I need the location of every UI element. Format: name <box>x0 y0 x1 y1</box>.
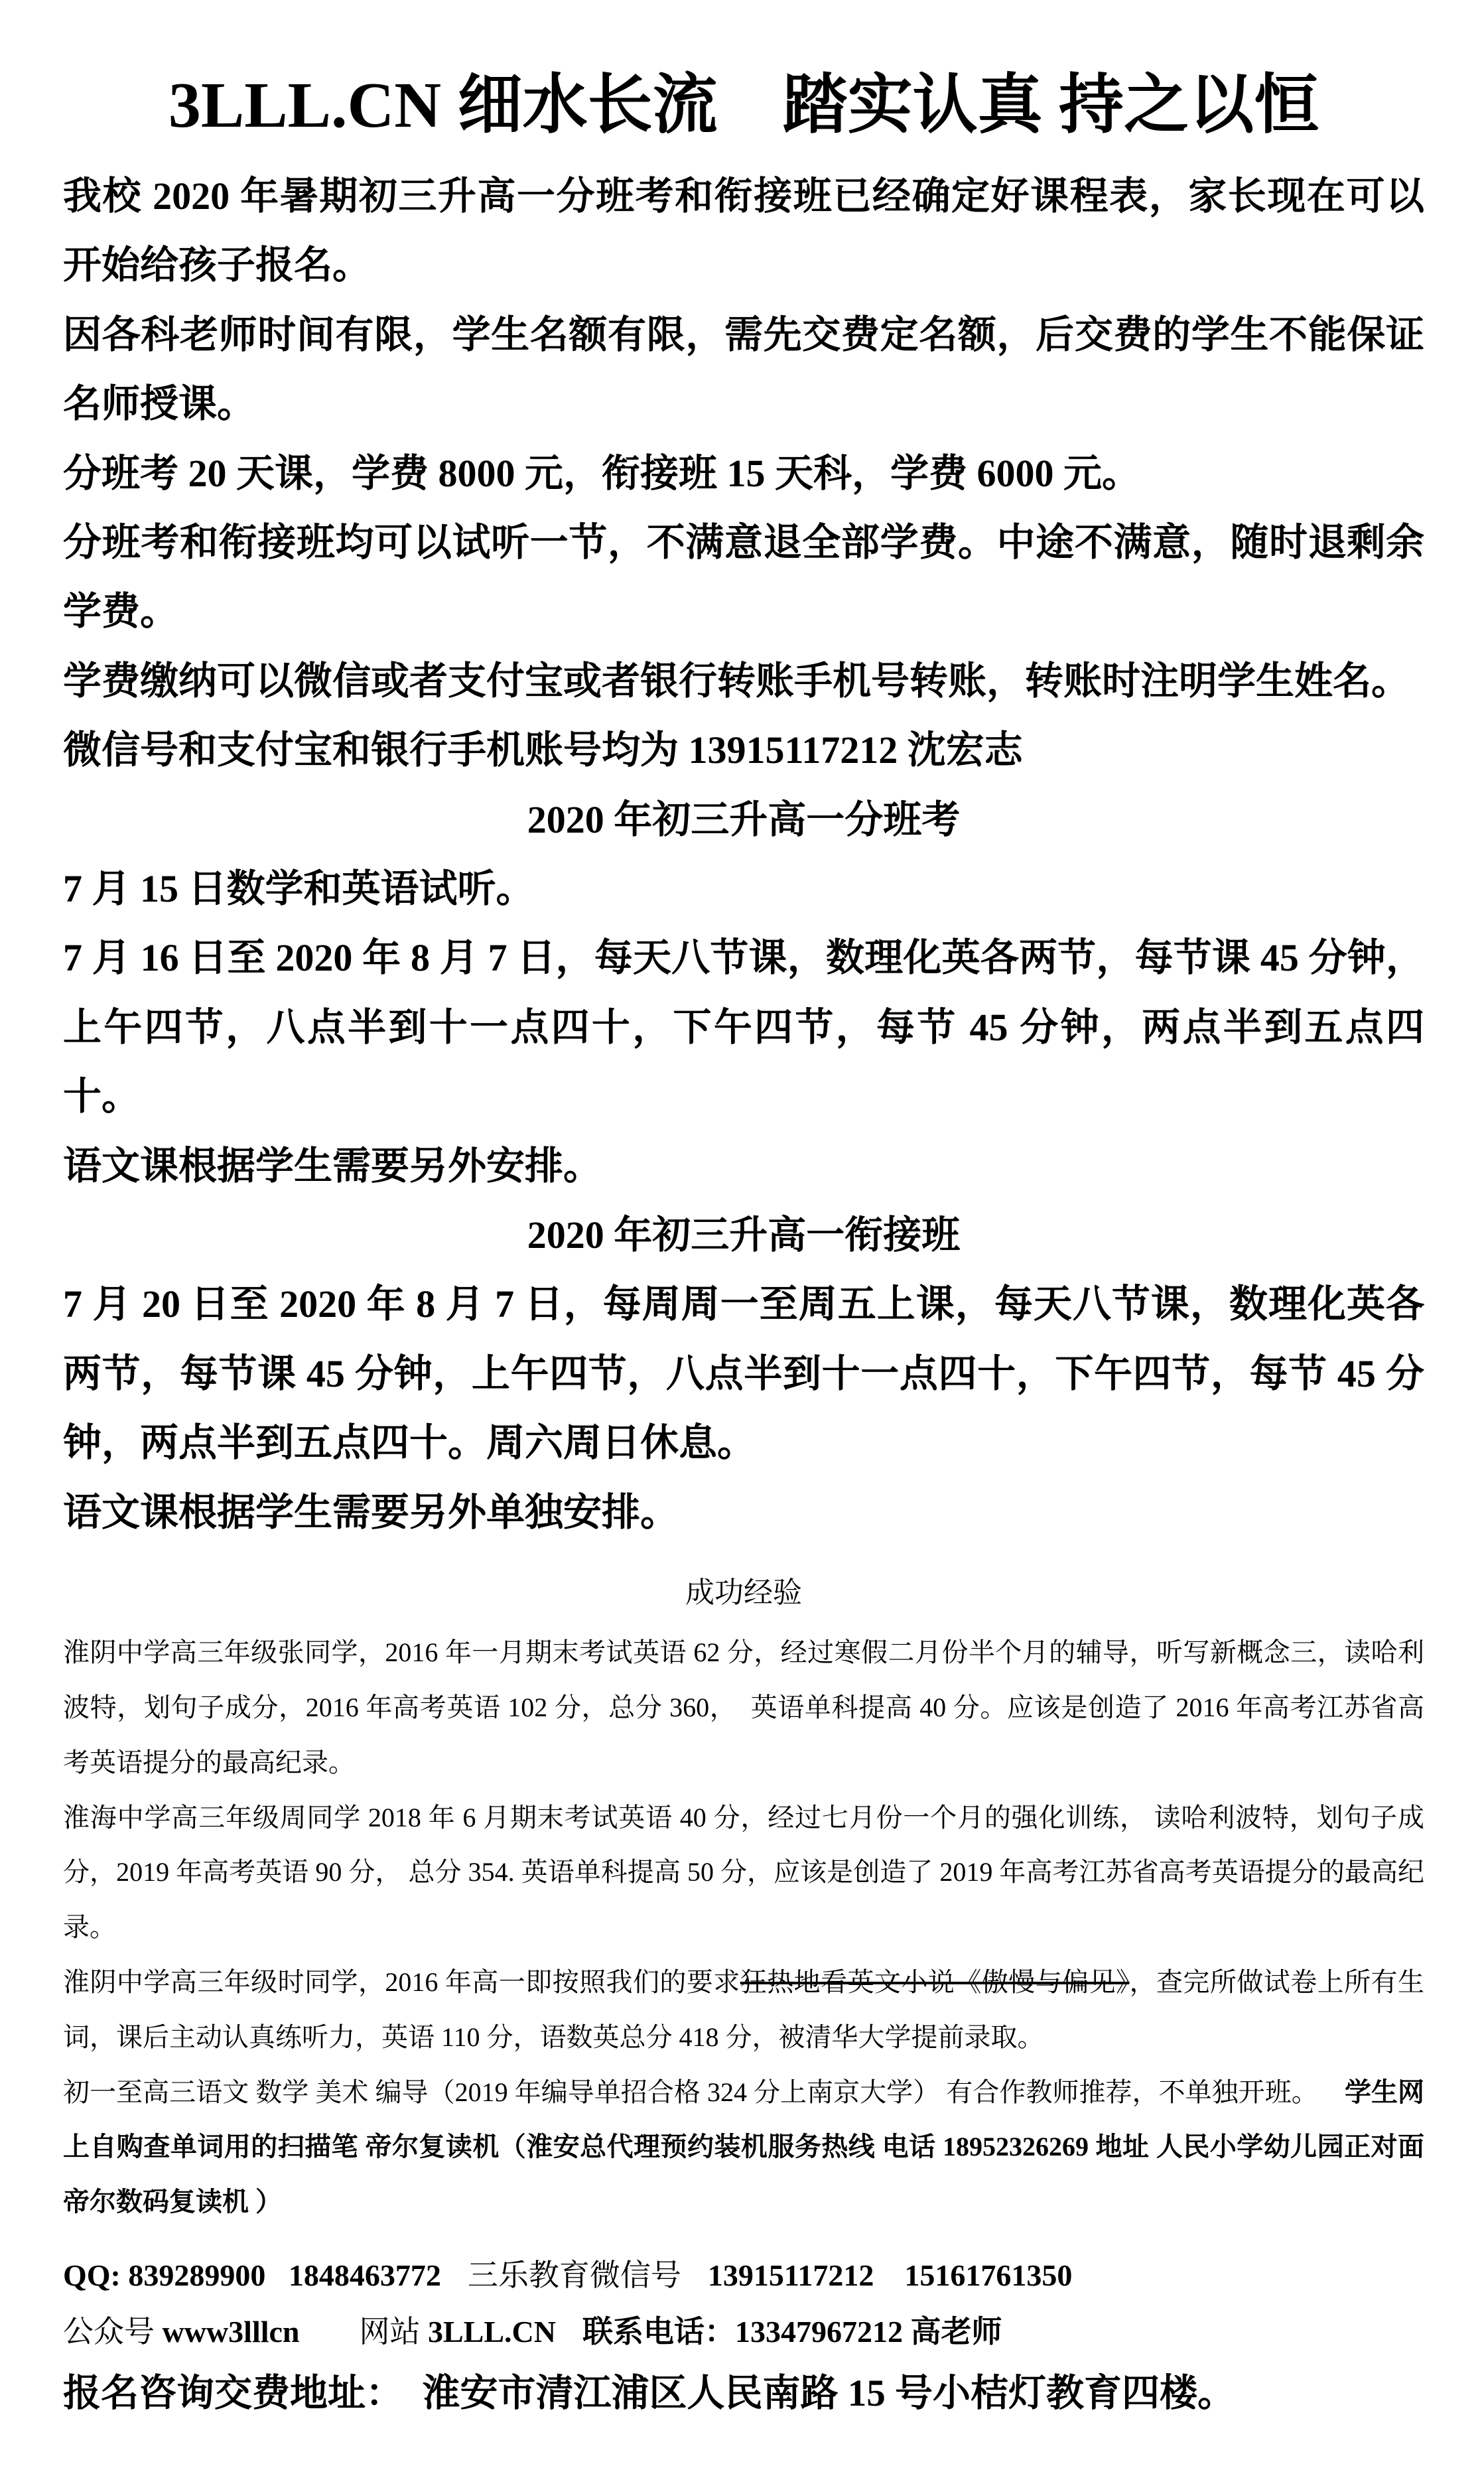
intro-paragraph-6: 微信号和支付宝和银行手机账号均为 13915117212 沈宏志 <box>63 728 1023 772</box>
wechat-numbers: 13915117212 15161761350 <box>707 2258 1073 2293</box>
fenban-section-heading: 2020 年初三升高一分班考 <box>527 797 961 841</box>
accounts-line <box>63 2303 1424 2360</box>
courses-paragraph <box>63 2065 1424 2230</box>
courses-normal-text: 初一至高三语文 数学 美术 编导（2019 年编导单招合格 324 分上南京大学） 有合作教师推荐，不单独开班。 <box>63 2077 1345 2107</box>
xianjie-paragraph-2: 语文课根据学生需要另外单独安排。 <box>63 1490 679 1534</box>
success-paragraph-2: 淮海中学高三年级周同学 2018 年 6 月期末考试英语 40 分，经过七月份一个月的强化训练， 读哈利波特，划句子成分，2019 年高考英语 90 分， 总分 354. 英语单科提高 50 分，应该是创造了 2019 年高考江苏省高考英语提分的最高纪录。 <box>63 1802 1424 1943</box>
xianjie-paragraph-1: 7 月 20 日至 2020 年 8 月 7 日，每周周一至周五上课，每天八节课，数理化英各两节，每节课 45 分钟，上午四节，八点半到十一点四十，下午四节，每节 45 分钟，两点半到五点四十。周六周日休息。 <box>63 1282 1424 1465</box>
wechat-label: 三乐教育微信号 <box>467 2258 681 2293</box>
success-paragraph-1: 淮阴中学高三年级张同学，2016 年一月期末考试英语 62 分，经过寒假二月份半个月的辅导，听写新概念三，读哈利波特，划句子成分，2016 年高考英语 102 分，总分 360， 英语单科提高 40 分。应该是创造了 2016 年高考江苏省高考英语提分的最高纪录。 <box>63 1637 1424 1777</box>
success-3-strikethrough-text: 狂热地看英文小说《傲慢与偏见》 <box>740 1967 1130 1998</box>
success-3-text-after: ，查完所做试卷上所有生词，课后主动认真练听力，英语 110 分，语数英总分 418 分，被清华大学提前录取。 <box>63 1967 1425 2052</box>
fenban-paragraph-1: 7 月 15 日数学和英语试听。 <box>63 867 535 910</box>
intro-paragraph-2: 因各科老师时间有限，学生名额有限，需先交费定名额，后交费的学生不能保证名师授课。 <box>63 312 1424 426</box>
intro-paragraph-4: 分班考和衔接班均可以试听一节，不满意退全部学费。中途不满意，随时退剩余学费。 <box>63 521 1424 634</box>
success-section-heading: 成功经验 <box>685 1576 802 1609</box>
intro-paragraph-3: 分班考 20 天课，学费 8000 元，衔接班 15 天科，学费 6000 元。 <box>63 451 1141 495</box>
website-label: 网站 <box>359 2315 421 2349</box>
success-paragraph-3 <box>63 1955 1424 2065</box>
xianjie-section-heading: 2020 年初三升高一衔接班 <box>527 1213 961 1257</box>
intro-paragraph-5: 学费缴纳可以微信或者支付宝或者银行转账手机号转账，转账时注明学生姓名。 <box>63 659 1410 703</box>
intro-paragraph-1: 我校 2020 年暑期初三升高一分班考和衔接班已经确定好课程表，家长现在可以开始给孩子报名。 <box>63 174 1424 287</box>
document-title: 3LLL.CN 细水长流 踏实认真 持之以恒 <box>168 70 1319 141</box>
phone-contact: 联系电话：13347967212 高老师 <box>582 2315 1002 2349</box>
website-value: 3LLL.CN <box>428 2315 556 2349</box>
address-line: 报名咨询交费地址： 淮安市清江浦区人民南路 15 号小桔灯教育四楼。 <box>63 2372 1235 2415</box>
contact-block <box>63 2247 1424 2428</box>
gongzhonghao-value: www3lllcn <box>162 2315 300 2349</box>
gongzhonghao-label: 公众号 <box>63 2315 155 2349</box>
courses-bold-text: 学生网上自购查单词用的扫描笔 帝尔复读机（淮安总代理预约装机服务热线 电话 18952326269 地址 人民小学幼儿园正对面帝尔数码复读机 ） <box>63 2077 1425 2217</box>
fenban-paragraph-3: 语文课根据学生需要另外安排。 <box>63 1144 602 1188</box>
qq-line <box>63 2247 1424 2303</box>
fenban-paragraph-2: 7 月 16 日至 2020 年 8 月 7 日，每天八节课，数理化英各两节，每节课 45 分钟，上午四节，八点半到十一点四十，下午四节，每节 45 分钟，两点半到五点四十。 <box>63 936 1424 1119</box>
success-3-text-before: 淮阴中学高三年级时同学，2016 年高一即按照我们的要求 <box>63 1967 740 1998</box>
qq-numbers: QQ: 839289900 1848463772 <box>63 2258 441 2293</box>
